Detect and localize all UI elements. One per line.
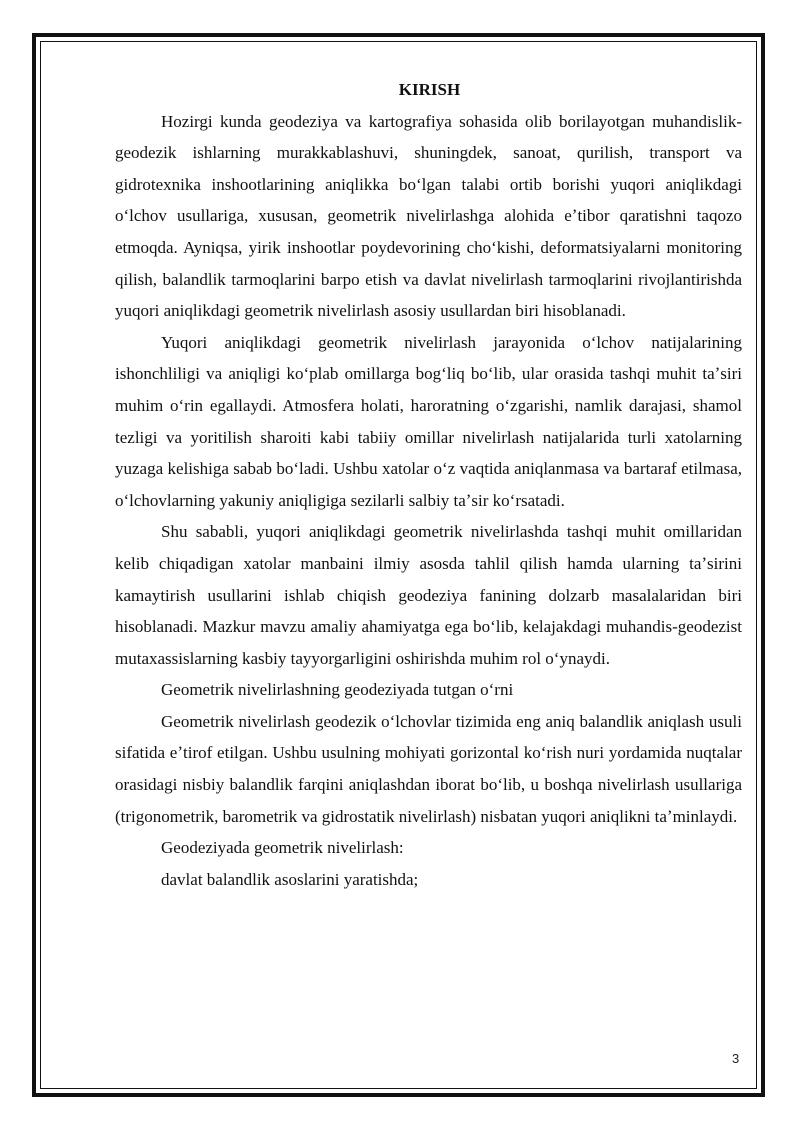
list-item: davlat balandlik asoslarini yaratishda; — [161, 869, 419, 889]
document-title: KIRISH — [398, 80, 461, 99]
paragraph-intro: Hozirgi kunda geodeziya va kartografiya sohasida olib borilayotgan muhandislik-geodezik ishlarning murakkablashuvi, shuningdek, sanoat, qurilish, transport va gidrotexnika inshootlarining aniqlikka boʻlgan talabi ortib borishi yuqori aniqlikdagi oʻlchov usullariga, xususan, geometrik nivelirlashga alohida eʼtibor qaratishni taqozo etmoqda. Ayniqsa, yirik inshootlar poydevorining choʻkishi, deformatsiyalarni monitoring qilish, balandlik tarmoqlarini barpo etish va davlat nivelirlash tarmoqlarini rivojlantirishda yuqori aniqlikdagi geometrik nivelirlash asosiy usullardan biri hisoblanadi. — [115, 111, 742, 321]
document-body — [115, 74, 742, 895]
paragraph-accuracy-factors: Yuqori aniqlikdagi geometrik nivelirlash jarayonida oʻlchov natijalarining ishonchliligi va aniqligi koʻplab omillarga bogʻliq boʻlib, ular orasida tashqi muhit taʼsiri muhim oʻrin egallaydi. Atmosfera holati, haroratning oʻzgarishi, namlik darajasi, shamol tezligi va yoritilish sharoiti kabi tabiiy omillar nivelirlash natijalarida turli xatolarning yuzaga kelishiga sabab boʻladi. Ushbu xatolar oʻz vaqtida aniqlanmasa va bartaraf etilmasa, oʻlchovlarning yakuniy aniqligiga sezilarli salbiy taʼsir koʻrsatadi. — [115, 332, 742, 510]
paragraph-relevance: Shu sababli, yuqori aniqlikdagi geometrik nivelirlashda tashqi muhit omillaridan kelib chiqadigan xatolar manbaini ilmiy asosda tahlil qilish hamda ularning taʼsirini kamaytirish usullarini ishlab chiqish geodeziya fanining dolzarb masalalaridan biri hisoblanadi. Mazkur mavzu amaliy ahamiyatga ega boʻlib, kelajakdagi muhandis-geodezist mutaxassislarning kasbiy tayyorgarligini oshirishda muhim rol oʻynaydi. — [115, 522, 742, 668]
page-number: 3 — [732, 1051, 740, 1066]
list-intro: Geodeziyada geometrik nivelirlash: — [161, 838, 404, 858]
section-heading: Geometrik nivelirlashning geodeziyada tutgan oʻrni — [161, 680, 514, 700]
paragraph-method-definition: Geometrik nivelirlash geodezik oʻlchovlar tizimida eng aniq balandlik aniqlash usuli sifatida eʼtirof etilgan. Ushbu usulning mohiyati gorizontal koʻrish nuri yordamida nuqtalar orasidagi nisbiy balandlik farqini aniqlashdan iborat boʻlib, u boshqa nivelirlash usullariga (trigonometrik, barometrik va gidrostatik nivelirlash) nisbatan yuqori aniqlikni taʼminlaydi. — [115, 711, 742, 826]
